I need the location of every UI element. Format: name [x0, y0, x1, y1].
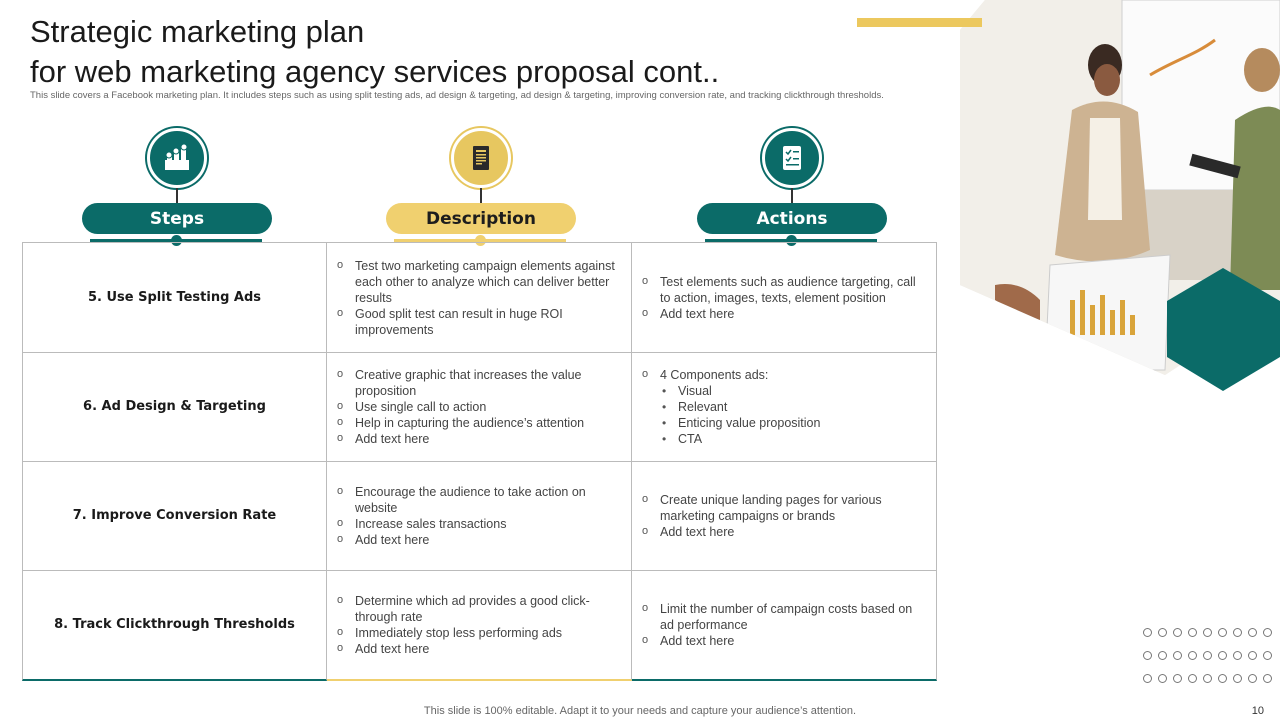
accent-bar — [857, 18, 982, 27]
step-cell: 6. Ad Design & Targeting — [22, 353, 327, 462]
list-item: o Add text here — [642, 633, 936, 649]
description-cell — [327, 353, 632, 462]
list-item: o Limit the number of campaign costs based on ad performance — [642, 601, 936, 633]
steps-header-pill: Steps — [82, 203, 272, 234]
checklist-icon — [762, 128, 822, 188]
step-cell: 5. Use Split Testing Ads — [22, 243, 327, 353]
list-item: o Determine which ad provides a good click-through rate — [337, 593, 631, 625]
footer-text: This slide is 100% editable. Adapt it to your needs and capture your audience’s attention. — [423, 705, 857, 717]
actions-cell — [632, 243, 937, 353]
step-cell: 7. Improve Conversion Rate — [22, 462, 327, 571]
actions-cell — [632, 462, 937, 571]
list-item: o Add text here — [337, 431, 631, 447]
list-item: o Use single call to action — [337, 399, 631, 415]
list-item: o Add text here — [642, 524, 936, 540]
list-item: o Add text here — [337, 532, 631, 548]
list-item-lead: 4 Components ads: — [660, 368, 769, 382]
list-item: o Encourage the audience to take action on website — [337, 484, 631, 516]
list-item: o Creative graphic that increases the value proposition — [337, 367, 631, 399]
page-number: 10 — [1251, 705, 1264, 717]
step-cell: 8. Track Clickthrough Thresholds — [22, 571, 327, 681]
column-header-actions — [697, 128, 887, 246]
title-line-1: Strategic marketing plan — [30, 14, 365, 49]
slide-subtitle: This slide covers a Facebook marketing plan. It includes steps such as using split testing ads, ad design & targeting, ad design & targeting, improving conversion rate, and tracking clickthrough thresholds. — [30, 90, 884, 101]
sub-list-item: • CTA — [660, 431, 922, 447]
decorative-dot-grid — [1143, 628, 1278, 697]
slide-title — [30, 12, 719, 92]
column-header-steps — [82, 128, 272, 246]
actions-cell — [632, 353, 937, 462]
list-item — [642, 367, 936, 447]
list-item: o Increase sales transactions — [337, 516, 631, 532]
list-item: o Create unique landing pages for various marketing campaigns or brands — [642, 492, 936, 524]
description-header-pill: Description — [386, 203, 576, 234]
description-cell — [327, 462, 632, 571]
plan-table — [22, 242, 937, 680]
sub-list-item: • Relevant — [660, 399, 922, 415]
steps-chart-icon — [147, 128, 207, 188]
list-item: o Help in capturing the audience’s attention — [337, 415, 631, 431]
sub-list-item: • Enticing value proposition — [660, 415, 922, 431]
slide-footer — [0, 705, 1280, 717]
actions-cell — [632, 571, 937, 681]
list-item: o Test elements such as audience targeting, call to action, images, texts, element position — [642, 274, 936, 306]
list-item: o Good split test can result in huge ROI improvements — [337, 306, 631, 338]
list-item: o Test two marketing campaign elements against each other to analyze which can deliver better results — [337, 258, 631, 306]
list-item: o Immediately stop less performing ads — [337, 625, 631, 641]
list-item: o Add text here — [642, 306, 936, 322]
actions-header-pill: Actions — [697, 203, 887, 234]
title-line-2: for web marketing agency services proposal cont.. — [30, 54, 720, 89]
description-cell — [327, 243, 632, 353]
list-item: o Add text here — [337, 641, 631, 657]
column-header-description — [386, 128, 576, 246]
description-cell — [327, 571, 632, 681]
sub-list-item: • Visual — [660, 383, 922, 399]
document-icon — [451, 128, 511, 188]
